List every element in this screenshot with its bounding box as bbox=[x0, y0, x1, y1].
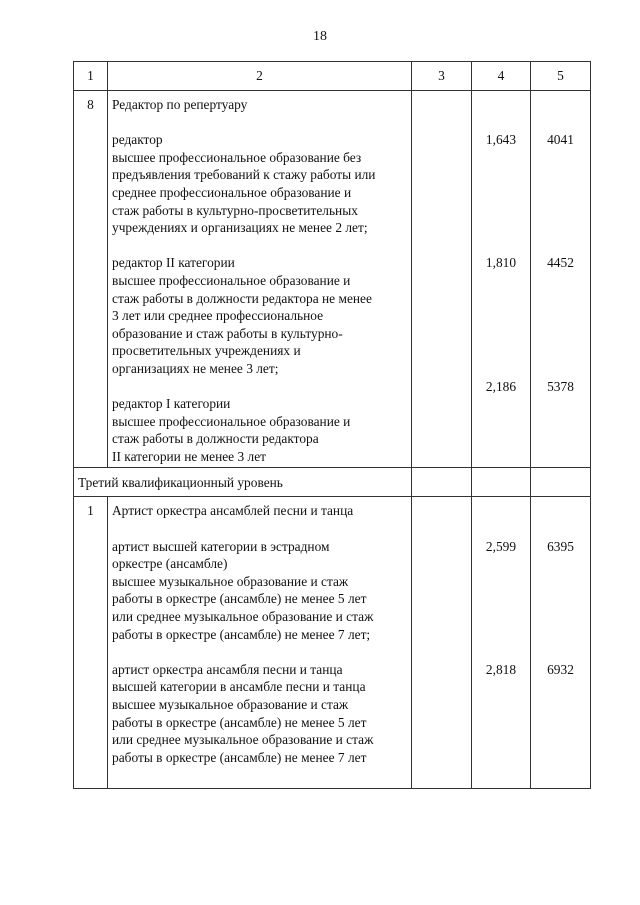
coefficient-cell bbox=[472, 91, 531, 468]
item-line: стаж работы в должности редактора не менее bbox=[112, 290, 372, 306]
item-line: высшее профессиональное образование и bbox=[112, 413, 351, 429]
empty-cell bbox=[531, 468, 591, 497]
item-line: или среднее музыкальное образование и стаж bbox=[112, 732, 374, 748]
empty-cell bbox=[472, 468, 531, 497]
table-row bbox=[74, 497, 591, 789]
position-title: Редактор по репертуару bbox=[112, 97, 248, 112]
row-number: 1 bbox=[74, 497, 108, 789]
coefficient-value: 2,186 bbox=[485, 378, 517, 394]
item-line: просветительных учреждениях и bbox=[112, 343, 301, 359]
section-title: Третий квалификационный уровень bbox=[74, 468, 412, 497]
coefficient-value: 1,810 bbox=[485, 255, 517, 271]
item-line: учреждениях и организациях не менее 2 лет; bbox=[112, 220, 368, 236]
position-title: Артист оркестра ансамблей песни и танца bbox=[112, 503, 354, 519]
item-line: стаж работы в должности редактора bbox=[112, 431, 319, 447]
item-line: предъявления требований к стажу работы или bbox=[112, 167, 376, 183]
coefficient-value: 2,599 bbox=[485, 538, 517, 554]
row-description bbox=[108, 497, 412, 789]
row-number: 8 bbox=[74, 91, 108, 468]
salary-value: 4452 bbox=[547, 255, 574, 271]
page-number: 18 bbox=[313, 29, 327, 44]
item-line: высшее музыкальное образование и стаж bbox=[112, 697, 349, 712]
header-cell-5: 5 bbox=[531, 62, 591, 91]
item-line: оркестре (ансамбле) bbox=[112, 556, 228, 572]
item-line: артист высшей категории в эстрадном bbox=[112, 538, 330, 554]
header-cell-2: 2 bbox=[108, 62, 412, 91]
empty-cell bbox=[412, 497, 472, 789]
salary-value: 6932 bbox=[547, 661, 574, 677]
qualification-table bbox=[73, 61, 591, 789]
header-cell-3: 3 bbox=[412, 62, 472, 91]
table-row bbox=[74, 91, 591, 468]
table-header-row bbox=[74, 62, 591, 91]
header-cell-1: 1 bbox=[74, 62, 108, 91]
header-cell-4: 4 bbox=[472, 62, 531, 91]
salary-value: 5378 bbox=[547, 378, 574, 394]
item-line: высшее профессиональное образование и bbox=[112, 272, 351, 288]
item-line: работы в оркестре (ансамбле) не менее 7 лет bbox=[112, 749, 367, 765]
coefficient-value: 2,818 bbox=[485, 661, 517, 677]
salary-cell bbox=[531, 497, 591, 789]
salary-value: 6395 bbox=[547, 538, 574, 554]
item-line: образование и стаж работы в культурно- bbox=[112, 325, 343, 341]
coefficient-value: 1,643 bbox=[485, 132, 517, 148]
item-line: редактор bbox=[112, 132, 163, 148]
row-description bbox=[108, 91, 412, 468]
item-line: редактор II категории bbox=[112, 255, 235, 271]
empty-cell bbox=[412, 91, 472, 468]
item-line: стаж работы в культурно-просветительных bbox=[112, 202, 358, 218]
coefficient-cell bbox=[472, 497, 531, 789]
item-line: высшее профессиональное образование без bbox=[112, 149, 362, 165]
item-line: организациях не менее 3 лет; bbox=[112, 360, 279, 376]
item-line: работы в оркестре (ансамбле) не менее 7 лет; bbox=[112, 626, 371, 642]
section-row bbox=[74, 468, 591, 497]
item-line: среднее профессиональное образование и bbox=[112, 184, 352, 200]
salary-cell bbox=[531, 91, 591, 468]
item-line: высшее музыкальное образование и стаж bbox=[112, 573, 349, 589]
salary-value: 4041 bbox=[547, 132, 574, 148]
item-line: работы в оркестре (ансамбле) не менее 5 лет bbox=[112, 591, 367, 607]
item-line: высшей категории в ансамбле песни и танца bbox=[112, 679, 366, 695]
item-line: редактор I категории bbox=[112, 396, 231, 412]
item-line: артист оркестра ансамбля песни и танца bbox=[112, 661, 343, 677]
item-line: работы в оркестре (ансамбле) не менее 5 лет bbox=[112, 714, 367, 730]
item-line: II категории не менее 3 лет bbox=[112, 448, 266, 464]
item-line: или среднее музыкальное образование и стаж bbox=[112, 609, 374, 625]
item-line: 3 лет или среднее профессиональное bbox=[112, 308, 324, 324]
empty-cell bbox=[412, 468, 472, 497]
